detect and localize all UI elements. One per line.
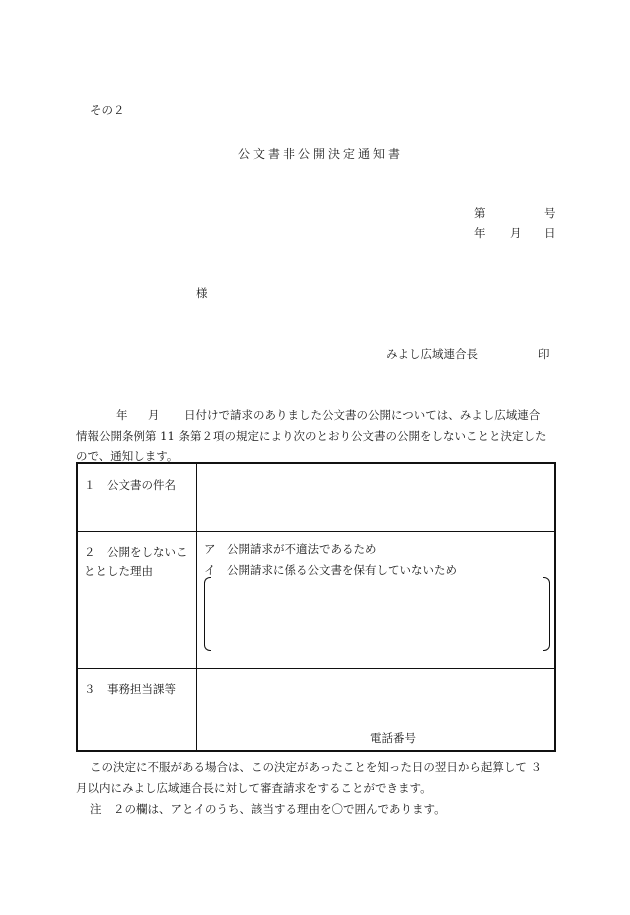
note-line: 注 ２の欄は、アとイのうち、該当する理由を〇で囲んであります。 (90, 802, 446, 816)
recipient-sama: 様 (196, 286, 208, 300)
body-year: 年 (116, 408, 128, 422)
reason-option-a: ア 公開請求が不適法であるため (204, 542, 377, 556)
table-row-department (78, 668, 554, 752)
right-bracket (543, 577, 550, 651)
body-line2: 情報公開条例第 11 条第２項の規定により次のとおり公文書の公開をしないことと決定した (76, 429, 547, 443)
body-line1: 日付けで請求のありました公文書の公開については、みよし広域連合 (184, 408, 541, 422)
phone-label: 電話番号 (370, 731, 416, 745)
reason-options (204, 539, 548, 581)
body-line3: ので、通知します。 (76, 449, 179, 463)
date-month: 月 (510, 226, 522, 240)
table-row-subject (78, 464, 554, 532)
appeal-line2: 月以内にみよし広域連合長に対して審査請求をすることができます。 (76, 781, 432, 795)
date-year: 年 (474, 226, 486, 240)
reference-go: 号 (544, 206, 556, 220)
detail-table (76, 462, 556, 752)
subject-label: １ 公文書の件名 (84, 478, 176, 492)
reason-option-i: イ 公開請求に係る公文書を保有していないため (204, 563, 457, 577)
table-row-reason (78, 531, 554, 669)
reference-dai: 第 (474, 206, 486, 220)
date-day: 日 (544, 226, 556, 240)
issuer-name: みよし広域連合長 (386, 347, 478, 361)
department-label: ３ 事務担当課等 (84, 682, 176, 696)
reason-bracket (204, 577, 550, 649)
left-bracket (204, 577, 211, 651)
appeal-line1: この決定に不服がある場合は、この決定があったことを知った日の翌日から起算して ３ (90, 760, 543, 774)
issuer-seal: 印 (538, 347, 550, 361)
reason-label: ２ 公開をしないこととした理由 (84, 545, 188, 578)
document-title: 公文書非公開決定通知書 (238, 147, 404, 161)
body-month: 月 (148, 408, 160, 422)
form-number: その２ (90, 103, 125, 117)
